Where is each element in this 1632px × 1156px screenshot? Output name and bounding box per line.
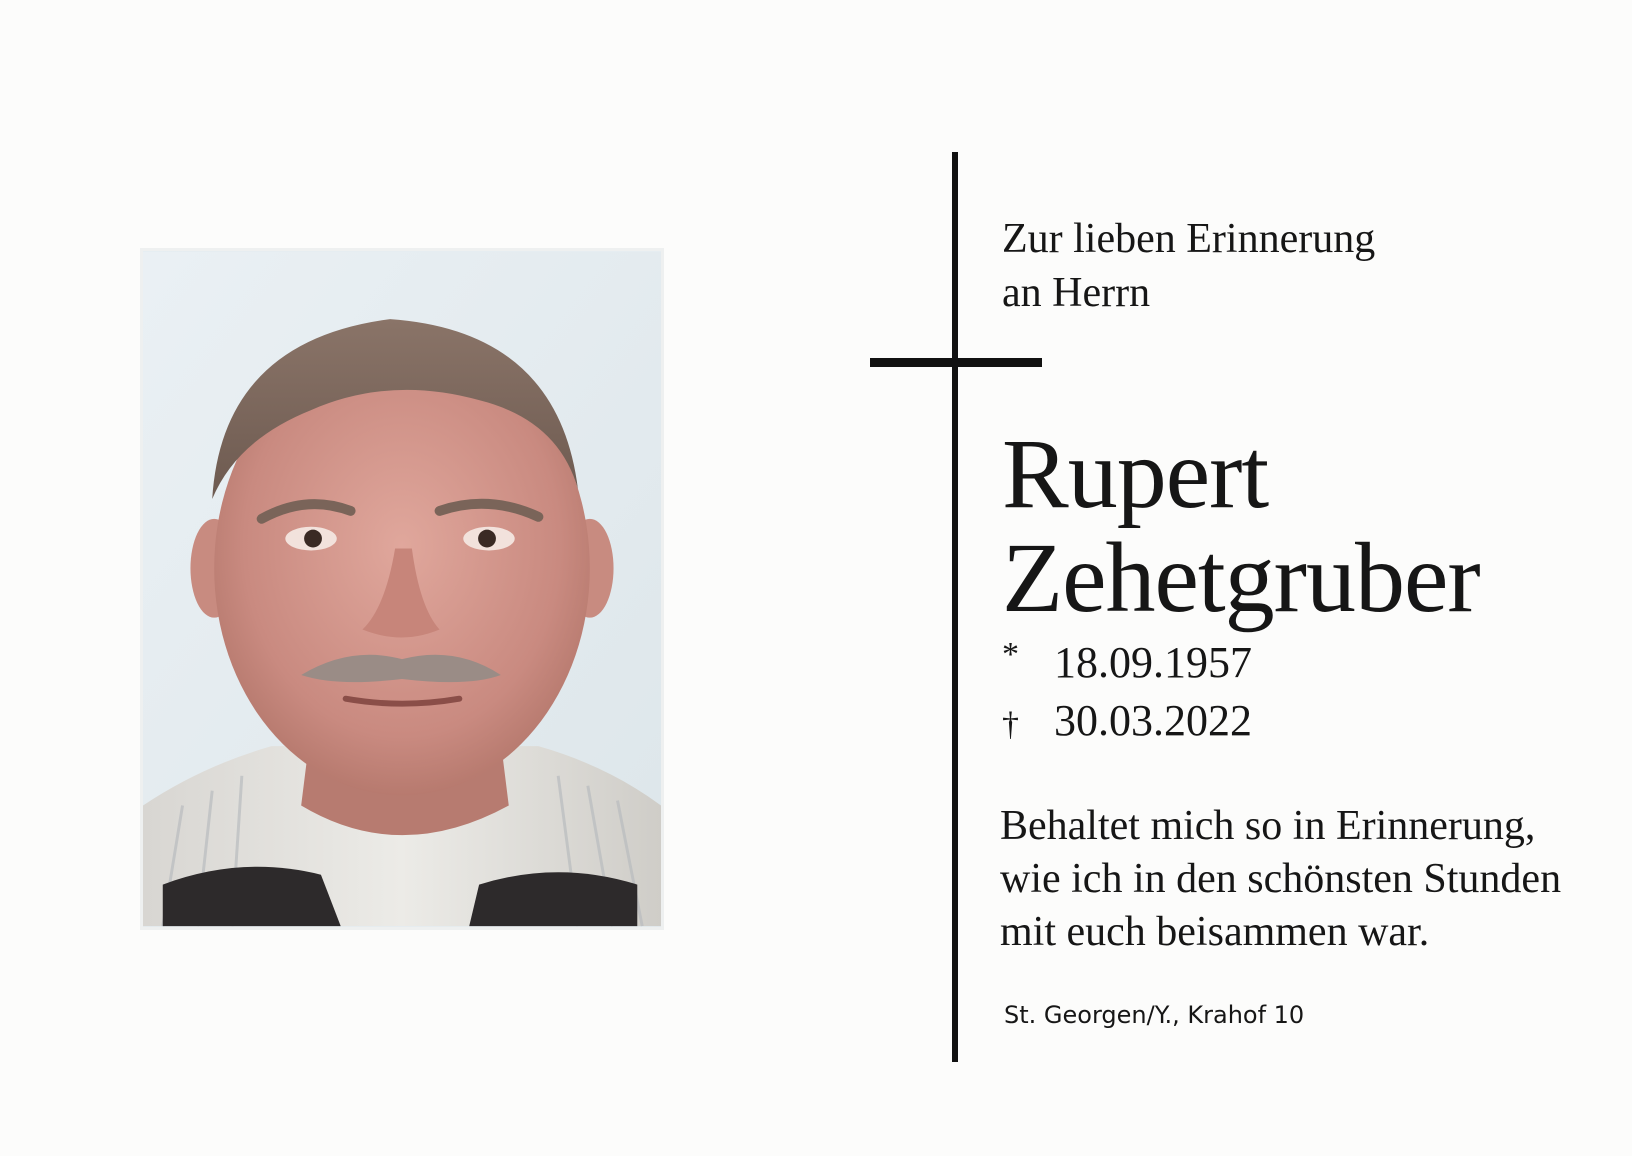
intro-line-2: an Herrn — [1002, 270, 1151, 316]
cross-horizontal-bar — [870, 358, 1042, 367]
birth-star-icon: * — [1002, 636, 1019, 673]
first-name: Rupert — [1002, 418, 1269, 529]
memorial-quote — [1000, 800, 1561, 959]
quote-line-3: mit euch beisammen war. — [1000, 909, 1430, 955]
death-date-row — [1002, 694, 1252, 752]
portrait-photo — [140, 248, 664, 930]
portrait-illustration — [143, 251, 661, 927]
death-cross-icon: † — [1002, 706, 1019, 743]
quote-line-2: wie ich in den schönsten Stunden — [1000, 856, 1562, 902]
quote-line-1: Behaltet mich so in Erinnerung, — [1000, 803, 1536, 849]
cross-vertical-bar — [952, 152, 958, 1062]
birth-date-row — [1002, 636, 1252, 694]
last-name: Zehetgruber — [1002, 522, 1480, 633]
intro-text — [1002, 212, 1375, 320]
birth-date: 18.09.1957 — [1054, 638, 1252, 687]
deceased-name — [1002, 418, 1480, 633]
address: St. Georgen/Y., Krahof 10 — [1004, 1001, 1305, 1029]
life-dates — [1002, 636, 1252, 752]
death-date: 30.03.2022 — [1054, 696, 1252, 745]
intro-line-1: Zur lieben Erinnerung — [1002, 216, 1376, 262]
